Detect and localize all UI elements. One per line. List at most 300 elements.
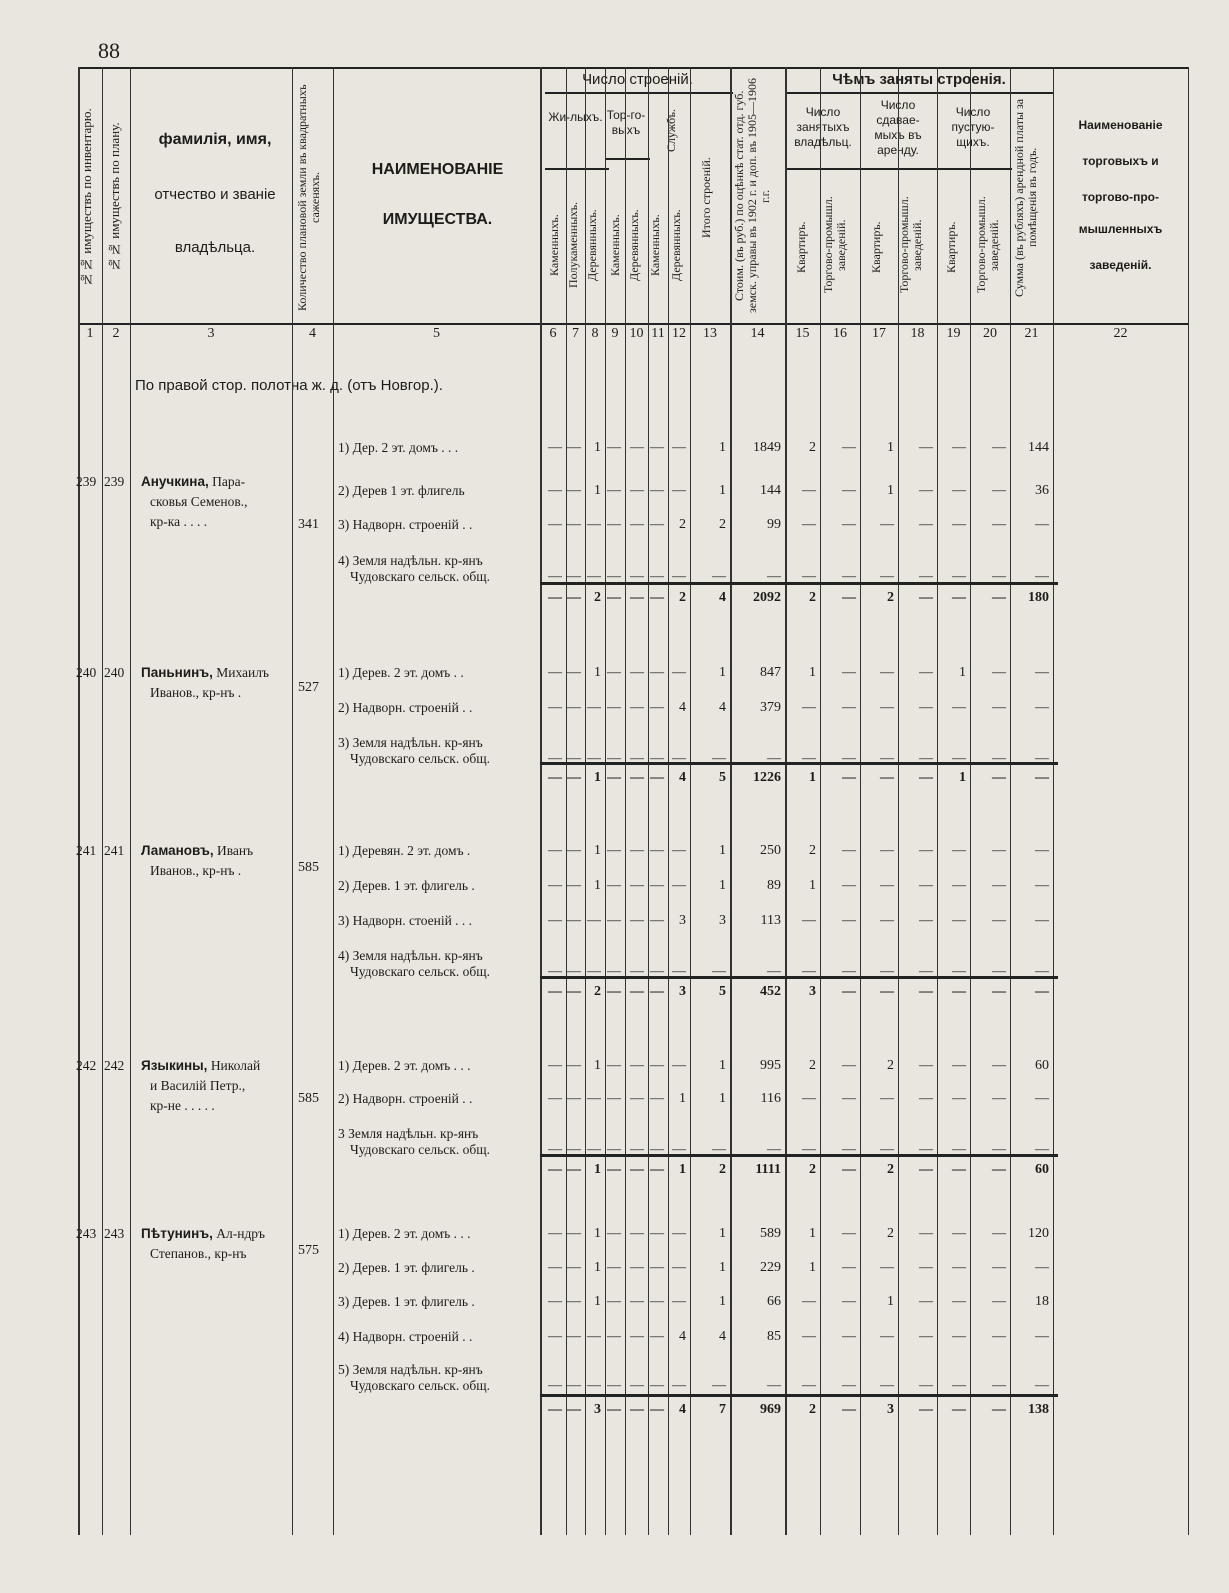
owner-given-name: Иванъ [213,843,254,858]
property-label: 3) Надворн. строеній . . [338,517,473,532]
column-number: 17 [872,326,886,341]
value-cell-c10: — [630,913,644,928]
value-cell-c14: — [767,569,781,584]
value-cell-c18: — [919,665,933,680]
value-cell-c9: — [607,1091,621,1106]
value-cell-c17: — [880,700,894,715]
owner-given-name: Ал-ндръ [212,1226,266,1241]
value-cell-c8: 1 [594,483,601,498]
plan-number: 241 [104,843,125,858]
plan-number: 239 [104,474,125,489]
column-divider [333,67,334,1535]
value-cell-c20: — [992,1378,1006,1393]
plan-number: 240 [104,665,125,680]
value-cell-c12: — [672,440,686,455]
header-c12: Деревянныхъ. [669,209,683,281]
value-cell-c17: 3 [887,1402,894,1417]
value-cell-c20: — [992,590,1006,605]
value-cell-c12: — [672,483,686,498]
value-cell-c13: — [712,1378,726,1393]
value-cell-c16: — [842,964,856,979]
value-cell-c14: 229 [760,1260,781,1275]
column-divider [1188,67,1189,1535]
header-c11: Каменныхъ. [648,214,662,276]
value-cell-c13: — [712,569,726,584]
value-cell-c12: 4 [679,770,686,785]
property-label: 5) Земля надѣльн. кр-янъ [338,1362,483,1377]
value-cell-c17: 1 [887,483,894,498]
value-cell-c16: — [842,569,856,584]
value-cell-c21: — [1035,843,1049,858]
header-c22-line1: Наименованіе [1078,118,1163,132]
value-cell-c8: 1 [594,665,601,680]
value-cell-c18: — [919,569,933,584]
column-number: 22 [1113,326,1128,341]
column-divider [898,67,899,1535]
rule-line [78,67,1188,69]
value-cell-c7: — [567,1058,581,1073]
value-cell-c10: — [630,770,644,785]
value-cell-c12: 3 [679,913,686,928]
header-c22-line3: торгово-про- [1082,190,1159,204]
column-number: 21 [1024,326,1039,341]
value-cell-c10: — [630,569,644,584]
value-cell-c9: — [607,1402,621,1417]
value-cell-c16: — [842,483,856,498]
header-c8: Деревянныхъ. [585,209,599,281]
owner-surname: Анучкина, [141,474,209,489]
value-cell-c18: — [919,483,933,498]
value-cell-c18: — [919,1329,933,1344]
value-cell-c12: 4 [679,1402,686,1417]
value-cell-c21: — [1035,1091,1049,1106]
value-cell-c18: — [919,1162,933,1177]
value-cell-c17: — [880,1091,894,1106]
header-c18: Торгово-промышл. заведеній. [897,196,924,294]
plot-area: 341 [298,517,319,532]
plot-area: 575 [298,1243,319,1258]
value-cell-c12: — [672,569,686,584]
header-sub-trade: Тор-го-выхъ [606,108,646,137]
value-cell-c14: 1226 [753,770,781,785]
value-cell-c15: 2 [809,1058,816,1073]
value-cell-c15: — [802,1378,816,1393]
value-cell-c6: — [548,878,562,893]
value-cell-c12: — [672,843,686,858]
header-col5-line1: НАИМЕНОВАНІЕ [371,161,504,178]
value-cell-c14: 1849 [753,440,781,455]
value-cell-c14: — [767,1142,781,1157]
value-cell-c15: 2 [809,1162,816,1177]
property-label: 1) Дерев. 2 эт. домъ . . . [338,1226,471,1241]
value-cell-c20: — [992,770,1006,785]
column-divider [605,67,606,1535]
value-cell-c13: 1 [719,1226,726,1241]
value-cell-c15: 1 [809,1226,816,1241]
value-cell-c19: — [952,913,966,928]
value-cell-c9: — [607,665,621,680]
value-cell-c11: — [650,1058,664,1073]
value-cell-c10: — [630,1162,644,1177]
value-cell-c17: — [880,1378,894,1393]
value-cell-c18: — [919,878,933,893]
value-cell-c20: — [992,517,1006,532]
owner-name-line2: Степанов., кр-нъ [150,1246,247,1261]
value-cell-c13: 3 [719,913,726,928]
value-cell-c9: — [607,878,621,893]
value-cell-c8: — [587,1329,601,1344]
value-cell-c14: — [767,964,781,979]
value-cell-c21: — [1035,517,1049,532]
inventory-number: 240 [76,665,97,680]
inventory-number: 239 [76,474,97,489]
value-cell-c11: — [650,913,664,928]
value-cell-c16: — [842,984,856,999]
value-cell-c8: 1 [594,440,601,455]
owner-name-line3: кр-не . . . . . [150,1098,215,1113]
column-divider [625,67,626,1535]
value-cell-c19: — [952,1329,966,1344]
value-cell-c10: — [630,751,644,766]
header-c7: Полукаменныхъ. [566,201,580,289]
value-cell-c20: — [992,751,1006,766]
column-number: 9 [611,326,619,341]
value-cell-c16: — [842,1091,856,1106]
value-cell-c10: — [630,665,644,680]
value-cell-c19: — [952,1058,966,1073]
value-cell-c18: — [919,770,933,785]
value-cell-c16: — [842,665,856,680]
value-cell-c21: — [1035,1378,1049,1393]
value-cell-c6: — [548,1091,562,1106]
plan-number: 242 [104,1058,125,1073]
owner-surname: Ламановъ, [141,843,214,858]
column-number: 7 [572,326,579,341]
value-cell-c16: — [842,1329,856,1344]
owner-surname: Паньнинъ, [141,665,213,680]
column-divider [785,67,787,1535]
value-cell-c13: 1 [719,878,726,893]
value-cell-c20: — [992,964,1006,979]
value-cell-c6: — [548,1294,562,1309]
value-cell-c8: 1 [594,1058,601,1073]
value-cell-c15: 2 [809,590,816,605]
value-cell-c15: 3 [809,984,816,999]
value-cell-c16: — [842,1260,856,1275]
value-cell-c9: — [607,700,621,715]
header-col1: №№ имуществъ по инвентарю. [79,108,94,287]
value-cell-c15: — [802,483,816,498]
value-cell-c13: 1 [719,1091,726,1106]
value-cell-c13: — [712,1142,726,1157]
value-cell-c11: — [650,517,664,532]
value-cell-c14: 995 [760,1058,781,1073]
column-number: 12 [672,326,686,341]
value-cell-c13: 1 [719,483,726,498]
header-c20: Торгово-промышл. заведеній. [974,196,1001,294]
value-cell-c11: — [650,751,664,766]
value-cell-c11: — [650,483,664,498]
property-label: 3) Надворн. стоеній . . . [338,913,473,928]
value-cell-c10: — [630,1058,644,1073]
inventory-number: 242 [76,1058,97,1073]
value-cell-c12: — [672,751,686,766]
value-cell-c20: — [992,1091,1006,1106]
header-c19: Квартиръ. [944,221,958,274]
value-cell-c6: — [548,1058,562,1073]
value-cell-c19: — [952,984,966,999]
value-cell-c8: 1 [594,878,601,893]
value-cell-c11: — [650,1329,664,1344]
column-number: 8 [591,326,599,341]
value-cell-c13: 1 [719,1058,726,1073]
value-cell-c20: — [992,1402,1006,1417]
value-cell-c7: — [567,1260,581,1275]
value-cell-c8: 3 [594,1402,601,1417]
value-cell-c7: — [567,878,581,893]
value-cell-c8: 1 [594,843,601,858]
value-cell-c12: — [672,1378,686,1393]
value-cell-c9: — [607,751,621,766]
value-cell-c6: — [548,1329,562,1344]
value-cell-c9: — [607,1226,621,1241]
value-cell-c9: — [607,1260,621,1275]
value-cell-c8: — [587,569,601,584]
rule-line [862,168,937,170]
value-cell-c20: — [992,984,1006,999]
rule-line [937,168,1012,170]
value-cell-c16: — [842,1402,856,1417]
value-cell-c19: — [952,1294,966,1309]
value-cell-c14: 589 [760,1226,781,1241]
value-cell-c6: — [548,483,562,498]
value-cell-c16: — [842,843,856,858]
owner-name [141,843,253,859]
property-label-line2: Чудовскаго сельск. общ. [350,751,490,766]
value-cell-c9: — [607,483,621,498]
value-cell-c19: — [952,1378,966,1393]
value-cell-c18: — [919,1260,933,1275]
value-cell-c9: — [607,1142,621,1157]
owner-name [141,1226,265,1242]
owner-name-line2: Иванов., кр-нъ . [150,863,242,878]
page-number: 88 [98,38,120,63]
value-cell-c11: — [650,1402,664,1417]
value-cell-c15: — [802,1142,816,1157]
value-cell-c20: — [992,1162,1006,1177]
value-cell-c17: 1 [887,440,894,455]
value-cell-c20: — [992,1058,1006,1073]
value-cell-c9: — [607,569,621,584]
value-cell-c12: 1 [679,1091,686,1106]
value-cell-c11: — [650,1142,664,1157]
owner-name [141,1058,260,1074]
owner-name-line2: Иванов., кр-нъ . [150,685,242,700]
property-label-line2: Чудовскаго сельск. общ. [350,569,490,584]
value-cell-c14: 116 [760,1091,781,1106]
value-cell-c15: — [802,964,816,979]
value-cell-c19: — [952,517,966,532]
header-sub-service: Службъ. [664,109,678,153]
property-label: 1) Дерев. 2 эт. домъ . . [338,665,464,680]
property-label: 2) Надворн. строеній . . [338,1091,473,1106]
value-cell-c13: 1 [719,440,726,455]
value-cell-c10: — [630,590,644,605]
value-cell-c9: — [607,1058,621,1073]
value-cell-c20: — [992,700,1006,715]
value-cell-c9: — [607,440,621,455]
value-cell-c11: — [650,1226,664,1241]
value-cell-c16: — [842,770,856,785]
header-c13: Итого строеній. [699,157,713,238]
header-col3-line2: отчество и званіе [154,186,276,203]
value-cell-c7: — [567,517,581,532]
column-number: 4 [309,326,316,341]
value-cell-c12: — [672,1226,686,1241]
inventory-number: 241 [76,843,97,858]
value-cell-c9: — [607,1294,621,1309]
value-cell-c7: — [567,700,581,715]
value-cell-c14: 66 [767,1294,781,1309]
header-c21: Сумма (въ рубляхъ) арендной платы за помѣщенія въ годъ. [1012,98,1039,297]
owner-name-line3: кр-ка . . . . [150,514,208,529]
column-divider [566,67,567,1535]
header-c22-line5: заведеній. [1089,258,1152,272]
value-cell-c18: — [919,1058,933,1073]
header-col3-line3: владѣльца. [174,239,256,256]
value-cell-c18: — [919,984,933,999]
column-divider [648,67,649,1535]
value-cell-c10: — [630,1260,644,1275]
value-cell-c7: — [567,483,581,498]
value-cell-c6: — [548,1162,562,1177]
value-cell-c14: 452 [760,984,781,999]
value-cell-c10: — [630,1378,644,1393]
rule-line [78,323,1188,325]
value-cell-c17: — [880,751,894,766]
property-label: 4) Надворн. строеній . . [338,1329,473,1344]
rule-line [787,168,862,170]
rule-line [787,92,1053,94]
header-col5-line2: ИМУЩЕСТВА. [382,211,493,228]
header-c6: Каменныхъ. [547,214,561,276]
value-cell-c21: — [1035,913,1049,928]
value-cell-c7: — [567,1091,581,1106]
value-cell-c7: — [567,770,581,785]
value-cell-c17: 2 [887,590,894,605]
value-cell-c13: 5 [719,770,726,785]
value-cell-c17: 2 [887,1058,894,1073]
value-cell-c10: — [630,984,644,999]
property-label: 3 Земля надѣльн. кр-янъ [338,1126,479,1141]
value-cell-c14: 89 [767,878,781,893]
value-cell-c11: — [650,665,664,680]
value-cell-c9: — [607,590,621,605]
value-cell-c8: — [587,964,601,979]
value-cell-c11: — [650,590,664,605]
column-number: 15 [795,326,810,341]
header-c17: Квартиръ. [869,221,883,274]
value-cell-c8: 2 [594,984,601,999]
value-cell-c13: 4 [719,700,726,715]
value-cell-c8: — [587,1091,601,1106]
value-cell-c14: 847 [760,665,781,680]
value-cell-c15: — [802,1091,816,1106]
value-cell-c19: — [952,751,966,766]
value-cell-c19: — [952,1260,966,1275]
value-cell-c17: — [880,984,894,999]
column-divider [730,67,732,1535]
value-cell-c20: — [992,1294,1006,1309]
value-cell-c17: — [880,964,894,979]
column-divider [130,67,131,1535]
owner-name-line2: сковья Семенов., [150,494,248,509]
value-cell-c20: — [992,1329,1006,1344]
value-cell-c6: — [548,1226,562,1241]
value-cell-c18: — [919,1226,933,1241]
value-cell-c8: — [587,517,601,532]
value-cell-c7: — [567,1329,581,1344]
value-cell-c10: — [630,1294,644,1309]
value-cell-c14: 250 [760,843,781,858]
value-cell-c10: — [630,1226,644,1241]
owner-name [141,474,245,490]
property-label: 2) Дерев. 1 эт. флигель . [338,878,475,893]
value-cell-c6: — [548,913,562,928]
value-cell-c20: — [992,843,1006,858]
value-cell-c18: — [919,590,933,605]
plot-area: 527 [298,680,319,695]
value-cell-c20: — [992,1226,1006,1241]
value-cell-c11: — [650,1378,664,1393]
value-cell-c10: — [630,843,644,858]
value-cell-c6: — [548,1402,562,1417]
value-cell-c20: — [992,665,1006,680]
value-cell-c21: — [1035,1260,1049,1275]
property-label: 4) Земля надѣльн. кр-янъ [338,948,483,963]
value-cell-c18: — [919,440,933,455]
value-cell-c19: — [952,1091,966,1106]
value-cell-c8: 1 [594,1260,601,1275]
value-cell-c13: 1 [719,665,726,680]
value-cell-c13: 1 [719,1294,726,1309]
value-cell-c18: — [919,1294,933,1309]
value-cell-c14: 113 [760,913,781,928]
value-cell-c21: — [1035,878,1049,893]
header-c10: Деревянныхъ. [627,209,641,281]
value-cell-c16: — [842,1378,856,1393]
value-cell-c21: — [1035,665,1049,680]
value-cell-c12: 2 [679,517,686,532]
value-cell-c12: — [672,1142,686,1157]
value-cell-c11: — [650,700,664,715]
column-divider [78,67,80,1535]
value-cell-c16: — [842,1162,856,1177]
value-cell-c15: 1 [809,770,816,785]
value-cell-c15: — [802,751,816,766]
value-cell-c20: — [992,440,1006,455]
value-cell-c18: — [919,700,933,715]
value-cell-c21: 120 [1028,1226,1049,1241]
value-cell-c16: — [842,700,856,715]
property-label: 2) Дерев 1 эт. флигель [338,483,465,498]
value-cell-c11: — [650,770,664,785]
value-cell-c8: 2 [594,590,601,605]
header-c22-line2: торговыхъ и [1082,154,1159,168]
value-cell-c16: — [842,517,856,532]
column-divider [690,67,691,1535]
column-number: 3 [207,326,215,341]
